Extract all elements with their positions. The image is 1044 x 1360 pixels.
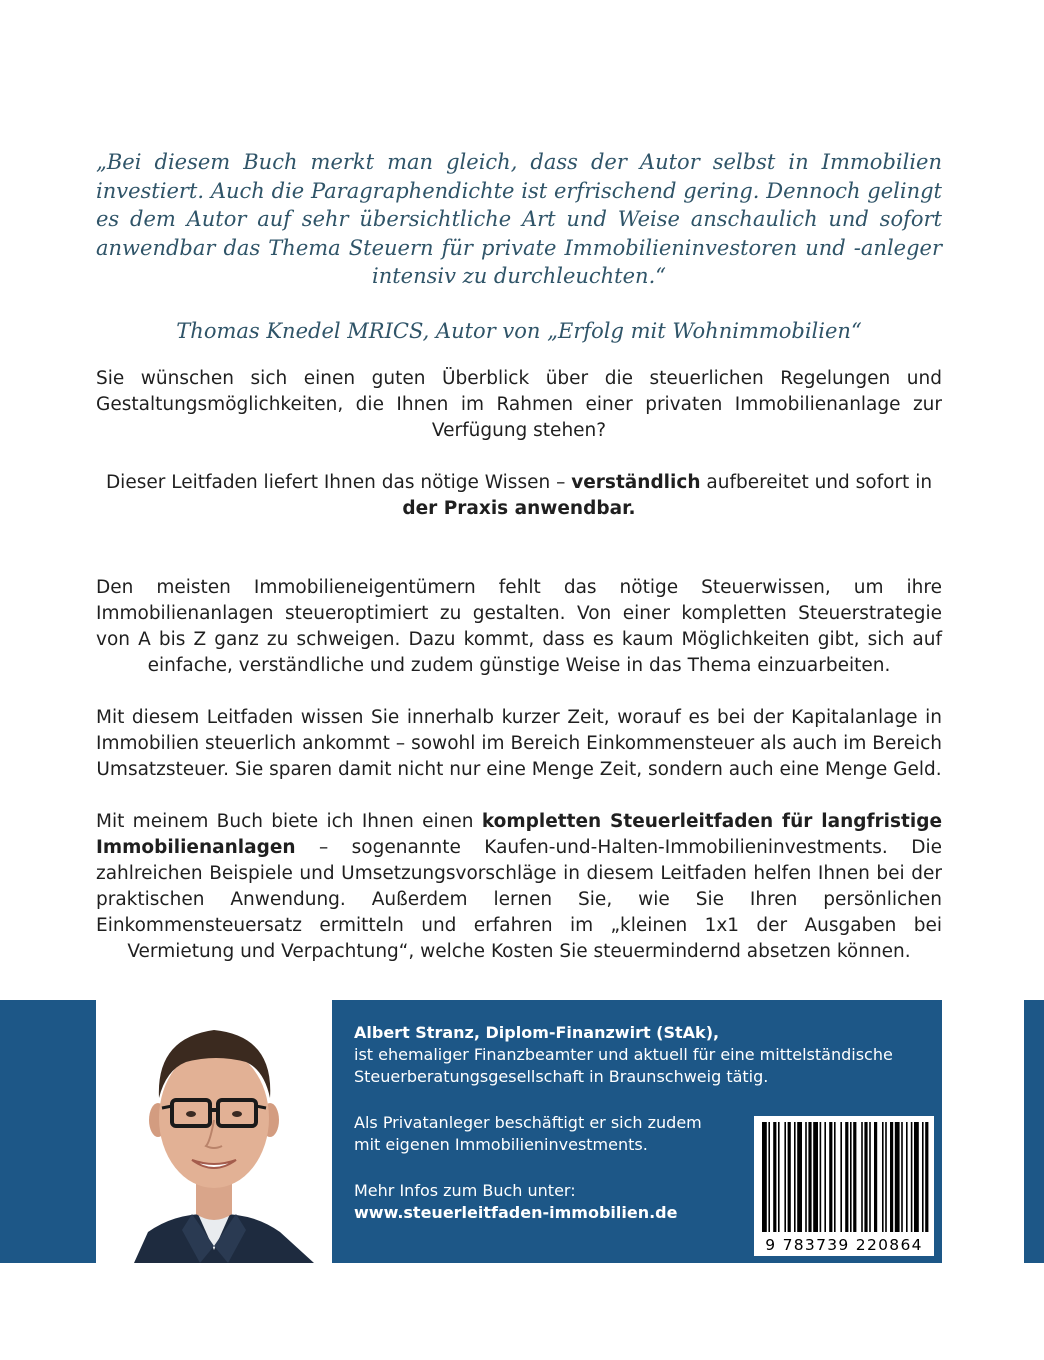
blue-band-right xyxy=(1024,1000,1044,1263)
intro-paragraph: Sie wünschen sich einen guten Überblick über die steuerlichen Regelungen und Gestaltungsmöglichkeiten, die Ihnen im Rahmen einer privaten Immobilienanlage zur Verfügung stehen? xyxy=(96,368,942,441)
offer-part2: – sogenannte Kaufen-und-Halten-Immobilieninvestments. Die zahlreichen Beispiele und Umsetzungsvorschläge in diesem Leitfaden helfen Ihnen bei der praktischen Anwendung. Außerdem lernen Sie, wie Sie Ihren persönlichen Einkommensteuersatz ermitteln und erfahren im „kleinen 1x1 der Ausgaben bei Vermietung und Verpachtung“, welche Kosten Sie steuermindernd absetzen können. xyxy=(96,837,942,962)
author-bio-line2: Steuerberatungsgesellschaft in Braunschweig tätig. xyxy=(354,1067,769,1086)
solution-paragraph: Mit diesem Leitfaden wissen Sie innerhalb kurzer Zeit, worauf es bei der Kapitalanlage in Immobilien steuerlich ankommt – sowohl im Bereich Einkommensteuer als auch im Bereich Umsatzsteuer. Sie sparen damit nicht nur eine Menge Zeit, sondern auch eine Menge Geld. xyxy=(96,707,942,780)
isbn-number: 9 783739 220864 xyxy=(765,1236,923,1254)
testimonial-quote xyxy=(96,148,942,345)
author-portrait-image xyxy=(96,1000,332,1263)
more-info-label: Mehr Infos zum Buch unter: xyxy=(354,1181,576,1200)
barcode-bars xyxy=(754,1116,934,1234)
author-photo xyxy=(96,1000,332,1263)
quote-attribution: Thomas Knedel MRICS, Autor von „Erfolg mit Wohnimmobilien“ xyxy=(176,318,862,343)
tagline-bold2: der Praxis anwendbar. xyxy=(402,498,636,519)
problem-paragraph: Den meisten Immobilieneigentümern fehlt das nötige Steuerwissen, um ihre Immobilienanlagen steueroptimiert zu gestalten. Von einer kompletten Steuerstrategie von A bis Z ganz zu schweigen. Dazu kommt, dass es kaum Möglichkeiten gibt, sich auf einfache, verständliche und zudem günstige Weise in das Thema einzuarbeiten. xyxy=(96,577,942,676)
offer-part1: Mit meinem Buch biete ich Ihnen einen xyxy=(96,811,482,832)
website-link[interactable]: www.steuerleitfaden-immobilien.de xyxy=(354,1203,678,1222)
author-bio-line1: ist ehemaliger Finanzbeamter und aktuell für eine mittelständische xyxy=(354,1045,893,1064)
author-bio-line3: Als Privatanleger beschäftigt er sich zudem xyxy=(354,1113,702,1132)
tagline-part1: Dieser Leitfaden liefert Ihnen das nötige Wissen – xyxy=(105,472,572,493)
blue-band-left xyxy=(0,1000,96,1263)
offer-paragraph xyxy=(96,809,942,965)
offer-bold: kompletten Steuerleitfaden für langfristige Immobilienanlagen xyxy=(96,811,942,858)
author-bio-line4: mit eigenen Immobilieninvestments. xyxy=(354,1135,648,1154)
tagline-paragraph xyxy=(96,470,942,522)
quote-text: „Bei diesem Buch merkt man gleich, dass der Autor selbst in Immobilien investiert. Auch die Paragraphendichte ist erfrischend gering. Dennoch gelingt es dem Autor auf sehr übersichtliche Art und Weise anschaulich und sofort anwendbar das Thema Steuern für private Immobilieninvestoren und -anleger intensiv zu durchleuchten.“ xyxy=(96,150,942,288)
author-name: Albert Stranz, Diplom-Finanzwirt (StAk), xyxy=(354,1023,720,1042)
tagline-bold1: verständlich xyxy=(571,472,701,493)
isbn-barcode xyxy=(754,1116,934,1256)
tagline-part2: aufbereitet und sofort in xyxy=(700,472,933,493)
